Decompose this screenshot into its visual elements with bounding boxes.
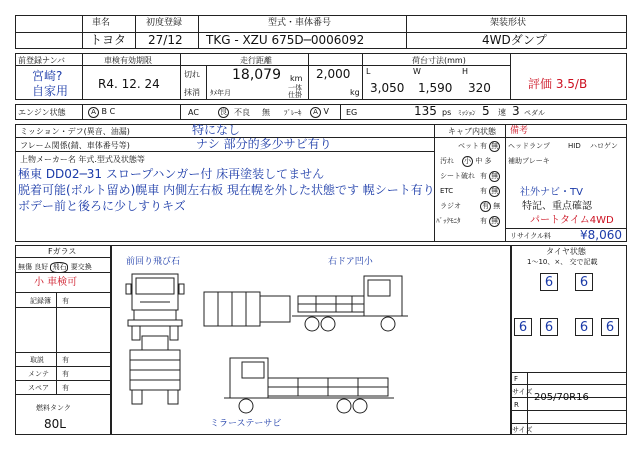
brake-opt-a: A [310,107,321,118]
spare-value: 有 [62,384,69,392]
upper-line2: 脱着可能(ボルト留め)幌車 内側左右板 現在幌を外した状態です 幌シート有り [18,183,435,197]
recycle-value: ¥8,060 [580,228,622,242]
maker-value: トヨタ [90,33,127,47]
truck-left-view [224,358,394,413]
ac-good-mark: 良 [220,108,227,116]
ac-label: AC [188,108,199,117]
cab-monitor-opts [480,216,500,227]
fuel-label: 不良 [234,108,250,117]
manual-value: 有 [62,356,69,364]
engine-opt-b: B [101,107,108,116]
inspection-value: R4. 12. 24 [98,77,160,91]
tire-f-label: F [514,375,519,383]
eg-value: 135 [414,104,437,118]
upper-line1: 極東 DD02─31 スロープハンガー付 床再塗装してません [18,167,325,181]
truck-diagram [112,262,508,417]
cab-seat-opts [480,171,500,182]
plate-label: 前登録ナンバ [18,56,66,65]
model-label: 型式・車体番号 [268,18,332,28]
cab-bed-opts [480,141,500,152]
cargo-l-value: 3,050 [370,81,405,95]
model-value: TKG - XZU 675D─0006092 [206,33,365,47]
cab-row-bed: ベット [458,142,479,150]
rating-value: 評価 3.5/B [528,77,588,91]
kiri-label: 切れ [184,70,200,79]
kg-label: kg [350,88,360,97]
cab-etc-opts [480,186,500,197]
diagram-note-door: 右ドア凹小 [328,257,373,267]
glass-opt-chip-mark: 飛石 [52,263,67,271]
first-reg-value: 27/12 [148,33,183,47]
radio-yes-mark: 有 [482,202,489,210]
ichigai-label: 一体 [288,84,302,92]
tire-size-label-2: サイズ [512,426,533,434]
engine-opt-c: C [109,107,116,116]
tank-label: 燃料タンク [36,404,71,412]
brake-label: ﾌﾞﾚｰｷ [284,109,302,117]
cargo-l-label: L [366,67,371,76]
mission-value: 特になし [192,123,241,137]
tire-rear-2: 6 [540,318,558,336]
cargo-h-value: 320 [468,81,491,95]
cargo-label: 荷台寸法(mm) [412,56,466,65]
tank-value: 80L [44,417,66,431]
dirt-mid: 中 [475,157,483,165]
load-value: 2,000 [316,67,351,81]
note-aux-brake: 補助ブレーキ [508,157,550,165]
mission-label: ミッション・デフ(異音、油漏) [20,127,130,136]
cargo-h-label: H [462,67,469,76]
bed-no-mark: 無 [491,142,499,150]
inspection-label: 車検有効期限 [104,56,152,65]
massho-label: 抹消 [184,88,200,97]
truck-top-view [204,292,290,326]
diagram-note-front: 前回り飛び石 [126,257,181,267]
upper-line3: ボデー前と後ろに少しすりキズ [18,199,186,213]
glass-value: 小 車検可 [34,277,78,288]
book-value: 有 [62,297,69,305]
pedal-value: 3 [512,104,520,118]
km-label: km [290,74,303,83]
tire-front-left: 6 [540,273,558,291]
diagram-note-mirror: ミラーステーサビ [210,419,282,429]
tire-rear-4: 6 [601,318,619,336]
note-special: 特記、重点確認 [522,201,592,212]
engine-opt-a: A [88,107,99,118]
glass-title: Fガラス [48,247,77,256]
recycle-label: リサイクル料 [510,232,552,240]
engine-options [88,107,115,118]
note-hid: HID [568,142,581,150]
frame-label: フレーム関係(錆、車体番号等) [20,141,130,150]
tire-front-right: 6 [575,273,593,291]
tame-label: ﾀﾒ年月 [210,89,231,97]
kaijo-label: 仕掛 [288,91,302,99]
cab-row-radio: ラジオ [440,202,461,210]
ac-value [218,107,229,118]
notes-title: 備考 [510,126,529,136]
cargo-w-label: W [413,67,421,76]
etc-yes: 有 [480,187,487,195]
seat-yes: 有 [480,172,487,180]
mission-short-label: ﾐｯｼｮﾝ [458,109,476,117]
note-halogen: ハロゲン [590,142,618,150]
tire-size-value: 205/70R16 [534,392,589,403]
cab-radio-opts [480,201,500,212]
mileage-value: 18,079 [232,67,281,83]
cab-row-dirt: 汚れ [440,157,454,165]
tire-legend: 1〜10、×、 交で記載 [527,258,598,266]
engine-label: エンジン状態 [18,108,66,117]
truck-front-view [126,274,184,340]
mileage-label: 走行距離 [240,56,272,65]
dirt-small-mark: 小 [464,157,471,165]
monitor-no-mark: 無 [491,217,499,225]
tire-title: タイヤ状態 [546,247,586,256]
cab-row-etc: ETC [440,187,454,195]
tire-panel [511,245,627,435]
pedal-unit: ペダル [524,109,545,117]
truck-right-view [292,276,408,331]
first-reg-label: 初度登録 [146,18,183,28]
plate-line2: 自家用 [32,84,69,98]
etc-no-mark: 無 [491,187,499,195]
ps-unit: ps [442,108,452,117]
cab-row-monitor: ﾊﾞｯｸﾓﾆﾀ [436,217,461,225]
cab-title: キャブ内状態 [448,127,496,136]
dirt-many: 多 [484,157,492,165]
glass-opt-good: 良好 [34,263,49,271]
frame-value: ナシ 部分的多少サビ有り [196,137,332,151]
maker-label: 車名 [92,18,111,28]
book-label: 記録簿 [30,297,51,305]
cargo-w-value: 1,590 [418,81,453,95]
truck-rear-view [130,336,180,404]
maint-value: 有 [62,370,69,378]
upper-label: 上物メーカー名 年式.型式及状態等 [20,155,145,164]
speed-unit: 速 [498,108,506,117]
speed-value: 5 [482,104,490,118]
brake-opt-v: V [323,107,330,116]
tire-rear-1: 6 [514,318,532,336]
glass-opt-none: 無傷 [18,263,32,271]
note-parttime: パートタイム4WD [530,215,614,226]
manual-label: 取説 [30,356,44,364]
cab-dirt-opts [462,156,491,167]
glass-opt-replace: 要交換 [70,263,92,271]
tire-rear-3: 6 [575,318,593,336]
ps-label: 無 [262,108,270,117]
bed-yes: 有 [480,142,487,150]
tire-r-label: R [514,401,519,409]
brake-options [310,107,329,118]
note-headlamp: ヘッドランプ [508,142,550,150]
radio-no: 無 [493,202,501,210]
plate-line1: 宮崎? [32,69,63,83]
tire-size-label-1: サイズ [512,388,533,396]
cab-row-seat: シート破れ [440,172,475,180]
note-nav: 社外ナビ・TV [520,187,583,198]
body-label: 架装形状 [490,18,527,28]
monitor-yes: 有 [480,217,487,225]
eg-label: EG [346,108,358,117]
body-value: 4WDダンプ [482,33,547,47]
seat-no-mark: 無 [491,172,499,180]
maint-label: メンテ [28,370,49,378]
spare-label: スペア [28,384,49,392]
